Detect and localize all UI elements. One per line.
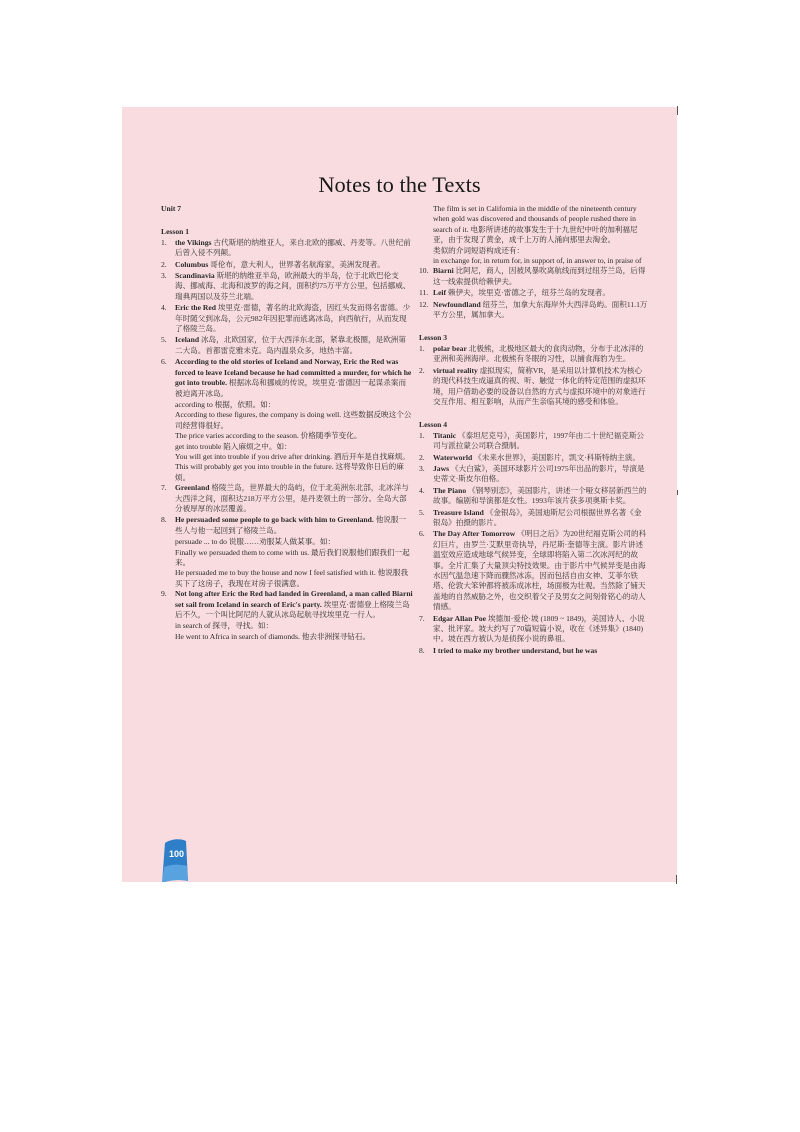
note-item: 3. Jaws 《大白鲨》，美国环球影片公司1975年出品的影片，导演是史蒂文·斯皮尔伯格。	[419, 463, 645, 484]
book-page	[122, 107, 677, 882]
example-line: According to these figures, the company is doing well. 这些数据反映这个公司经营得很好。	[175, 410, 412, 430]
left-column	[161, 204, 413, 642]
lesson-1-heading: Lesson 1	[161, 227, 190, 237]
page-number: 100	[169, 849, 185, 859]
note-item: 4. The Piano 《钢琴别恋》，美国影片，讲述一个哑女移居新西兰的故事。编剧和导演都是女性。1993年该片获多项奥斯卡奖。	[419, 485, 647, 506]
note-item: 9. Not long after Eric the Red had landed in Greenland, a man called Biarni set sail from Iceland in search of Eric's party. 埃里克·雷德登上格陵兰岛后不久，一个叫比阿尼的人就从冰岛起航寻找埃里克一行人。	[161, 589, 413, 620]
example-line: in search of 探寻，寻找。如：	[175, 621, 274, 631]
note-item: 2. virtual reality 虚拟现实，简称VR，是采用以计算机技术为核心的现代科技生成逼真的视、听、触觉一体化的特定范围的虚拟环境，用户借助必要的设备以自然的方式与虚拟环境中的对象进行交互作用、相互影响，从而产生亲临其境的感受和体验。	[419, 365, 646, 406]
example-line: Finally we persuaded them to come with us. 最后我们说服他们跟我们一起来。	[175, 547, 410, 567]
note-item: 7. Edgar Allan Poe 埃德加·爱伦·坡 (1809 ~ 1849)，美国诗人、小说家、批评家。坡大约写了70篇短篇小说，收在《述异集》(1840)中。坡在西方被认为是侦探小说的鼻祖。	[419, 613, 645, 644]
note-item: 6. According to the old stories of Iceland and Norway, Eric the Red was forced to leave Iceland because he had committed a murder, for which he got into trouble. 根据冰岛和挪威的传说，埃里克·雷德因一起谋杀案而被迫离开冰岛。	[161, 357, 412, 398]
note-item: 6. The Day After Tomorrow 《明日之后》为20世纪福克斯公司的科幻巨片，由罗兰·艾默里奇执导，丹尼斯·奎德等主演。影片讲述温室效应造成地球气候异变，全球即将陷入第二次冰河纪的故事。全片汇集了大量顶尖特技效果。由于影片中气候异变是由海水因气温急速下降而骤然冰冻，因而包括自由女神、艾菲尔铁塔、伦敦大笨钟都将被冻成冰柱，场面极为壮观。当然除了铺天盖地的自然威胁之外，也交织着父子及男女之间刻骨铭心的动人情感。	[419, 529, 647, 612]
note-item: 11. Leif 赖伊夫，埃里克·雷德之子，纽芬兰岛的发现者。	[419, 288, 610, 298]
note-item: 10. Biarni 比阿尼，商人，因被风暴吹离航线而到过纽芬兰岛，后得这一线索提供给赖伊夫。	[419, 266, 646, 286]
crop-mark	[677, 106, 678, 115]
page-number-badge	[162, 837, 188, 882]
note-item: 8. I tried to make my brother understand, but he was	[419, 645, 598, 655]
page-title: Notes to the Texts	[318, 172, 481, 197]
example-line: He went to Africa in search of diamonds. 他去非洲探寻钻石。	[175, 631, 371, 641]
note-item: 5. Treasure Island 《金银岛》，美国迪斯尼公司根据世界名著《金银岛》拍摄的影片。	[419, 507, 642, 527]
example-line: get into trouble 陷入麻烦之中。如：	[175, 441, 292, 451]
continued-text: 类似的介词短语构成还有：	[433, 245, 525, 255]
note-item: 2. Columbus 哥伦布，意大利人，世界著名航海家，美洲发现者。	[161, 259, 385, 269]
lesson-4-heading: Lesson 4	[419, 420, 448, 430]
unit-heading: Unit 7	[161, 204, 182, 213]
note-item: 12. Newfoundland 纽芬兰，加拿大东海岸外大西洋岛屿。面积11.1万平方公里，属加拿大。	[419, 299, 648, 320]
lesson-3-heading: Lesson 3	[419, 333, 448, 343]
note-item: 8. He persuaded some people to go back with him to Greenland. 他说服一些人与他一起回到了格陵兰岛。	[161, 515, 407, 535]
note-item: 1. the Vikings 古代斯堪的纳维亚人，来自北欧的挪威、丹麦等。八世纪前后曾入侵不列颠。	[161, 237, 411, 258]
note-item: 7. Greenland 格陵兰岛，世界最大的岛屿，位于北美洲东北部，北冰洋与大西洋之间，面积达218万平方公里，是丹麦领土的一部分。全岛大部分被厚厚的冰层覆盖。	[161, 483, 409, 513]
crop-mark	[676, 875, 677, 884]
right-column	[419, 204, 649, 657]
note-item: 5. Iceland 冰岛，北欧国家，位于大西洋东北部，紧靠北极圈，是欧洲第二大岛。首都雷克雅未克。岛内温泉众多，地热丰富。	[161, 335, 406, 355]
crop-mark	[677, 490, 678, 495]
note-item: 3. Scandinavia 斯堪的纳维亚半岛，欧洲最大的半岛，位于北欧巴伦支海、挪威海、北海和波罗的海之间，面积约75万平方公里，包括挪威、瑞典两国以及芬兰北端。	[161, 271, 411, 301]
example-line: according to 根据，依照。如：	[175, 399, 276, 409]
example-line: The price varies according to the season. 价格随季节变化。	[175, 431, 362, 441]
continued-text: The film is set in California in the middle of the nineteenth century when gold was discovered and thousands of people rushed there in search of it. 电影所讲述的故事发生于十九世纪中叶的加利福尼亚，由于发现了黄金，成千上万的人涌向那里去淘金。	[433, 204, 638, 245]
example-line: He persuaded me to buy the house and now I feel satisfied with it. 他说服我买下了这房子，我现在对房子很满意。	[175, 568, 409, 588]
note-item: 2. Waterworld 《未来水世界》，美国影片，凯文·科斯特纳主演。	[419, 452, 640, 462]
example-line: You will get into trouble if you drive after drinking. 酒后开车是自找麻烦。	[175, 451, 410, 461]
continued-text: in exchange for, in return for, in support of, in answer to, in praise of	[433, 256, 642, 266]
example-line: persuade ... to do 说服……劝服某人做某事。如：	[175, 537, 336, 547]
note-item: 1. Titanic 《泰坦尼克号》，美国影片，1997年由二十世纪福克斯公司与派拉蒙公司联合摄制。	[419, 430, 645, 451]
note-item: 4. Eric the Red 埃里克·雷德，著名的北欧海盗，因红头发而得名雷德。少年时随父到冰岛，公元982年因犯罪而逃离冰岛，向西航行，从而发现了格陵兰岛。	[161, 303, 411, 334]
example-line: This will probably get you into trouble in the future. 这将导致你日后的麻烦。	[175, 462, 404, 482]
note-item: 1. polar bear 北极熊，北极地区最大的食肉动物，分布于北冰洋的亚洲和美洲海岸。北极熊有冬眠的习性，以捕食海豹为生。	[419, 343, 644, 364]
